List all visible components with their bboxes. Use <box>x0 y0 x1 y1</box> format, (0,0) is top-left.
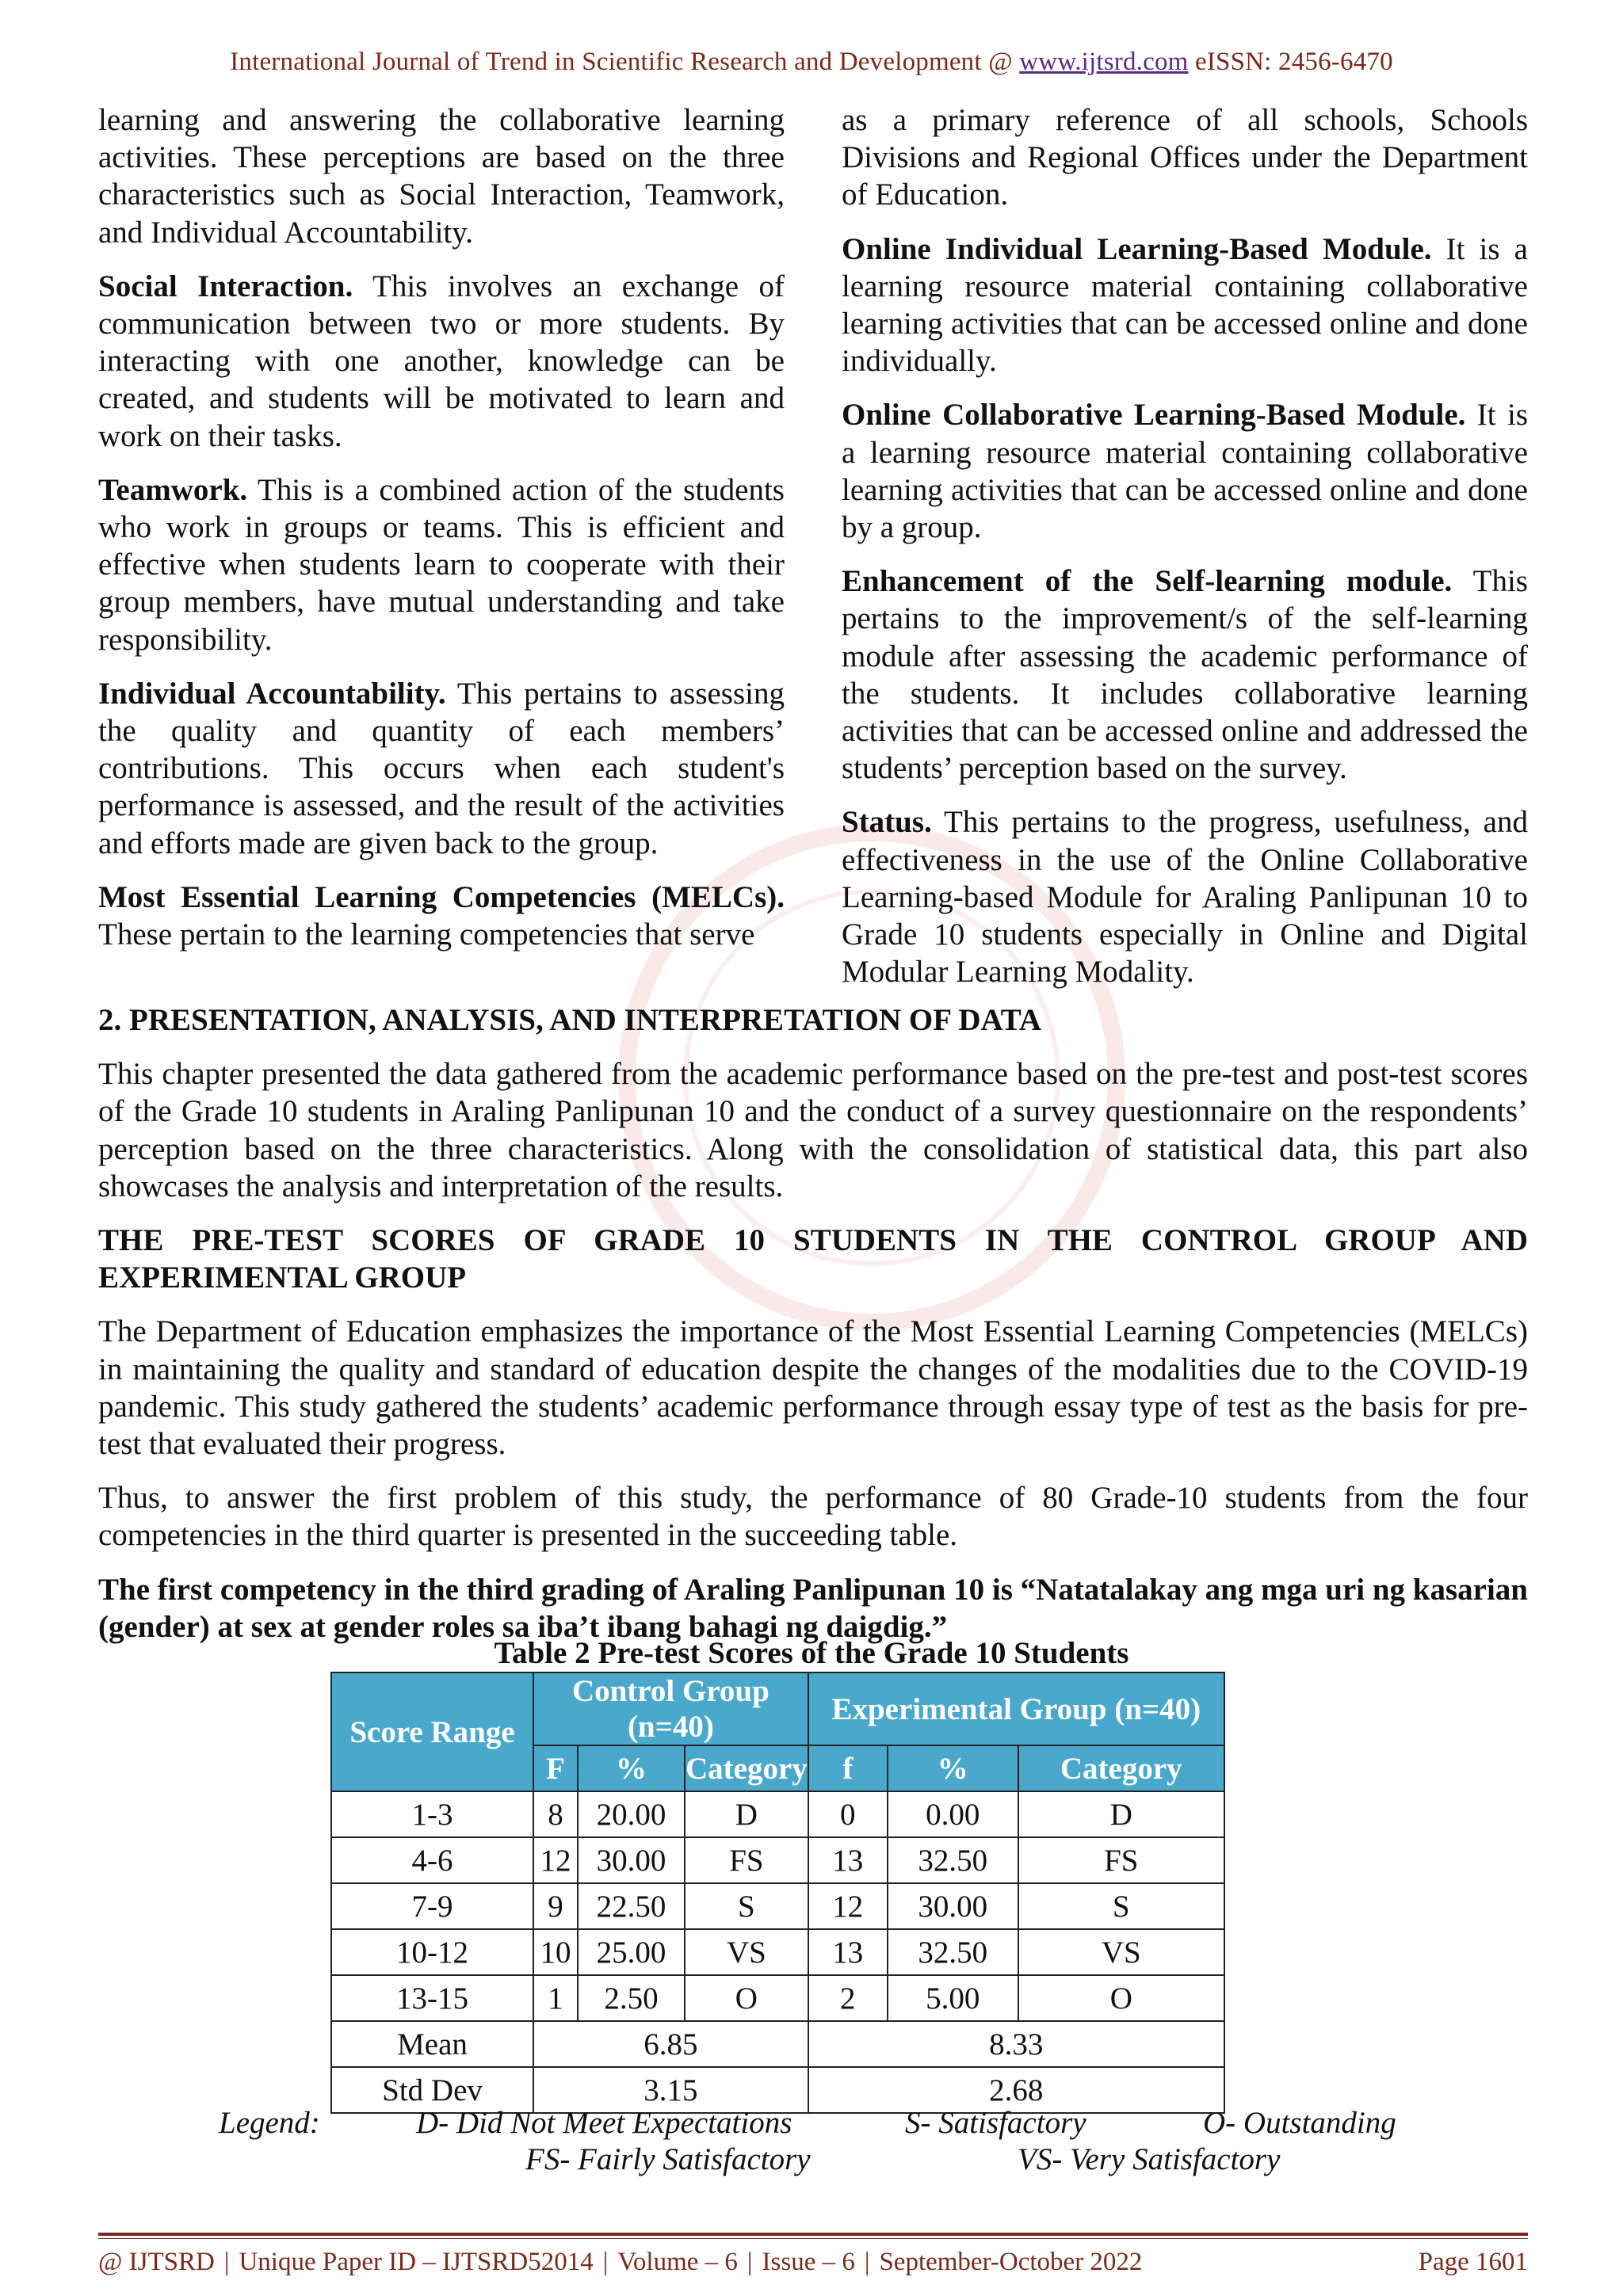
right-paragraph-continued: as a primary reference of all schools, Schools Divisions and Regional Offices under the Department of Education. <box>842 103 1528 212</box>
table-cell: 4-6 <box>331 1837 533 1883</box>
header-suffix: eISSN: 2456-6470 <box>1188 48 1393 76</box>
table-row <box>331 1883 1224 1929</box>
table-caption: Table 2 Pre-test Scores of the Grade 10 Students <box>494 1636 1129 1670</box>
score-range-header: Score Range <box>331 1672 533 1791</box>
term-teamwork: Teamwork. <box>98 472 248 507</box>
std-dev-experimental: 2.68 <box>808 2067 1224 2113</box>
term-enhancement: Enhancement of the Self-learning module. <box>842 564 1453 599</box>
control-group-header: Control Group (n=40) <box>533 1672 808 1745</box>
footer-rule <box>98 2233 1528 2236</box>
table-cell: 1 <box>533 1975 578 2021</box>
mean-experimental: 8.33 <box>808 2021 1224 2067</box>
table-cell: 22.50 <box>578 1883 685 1929</box>
footer-page-number: Page 1601 <box>1418 2248 1528 2276</box>
definition-enhancement <box>842 563 1528 787</box>
table-cell: 0.00 <box>888 1791 1018 1837</box>
column-header: Category <box>1018 1745 1224 1791</box>
mean-control: 6.85 <box>533 2021 808 2067</box>
definition-online-collaborative-module <box>842 396 1528 546</box>
pretest-scores-table <box>330 1672 1225 2114</box>
footer-volume: Volume – 6 <box>617 2248 738 2276</box>
header-prefix: International Journal of Trend in Scientific Research and Development @ <box>230 48 1020 76</box>
legend-d: D- Did Not Meet Expectations <box>416 2106 792 2140</box>
term-individual-accountability: Individual Accountability. <box>98 676 446 711</box>
definition-online-individual-module <box>842 231 1528 380</box>
table-cell: 12 <box>533 1837 578 1883</box>
legend-vs: VS- Very Satisfactory <box>1018 2142 1281 2176</box>
table-cell: 25.00 <box>578 1929 685 1975</box>
table-cell: 32.50 <box>888 1837 1018 1883</box>
table-row <box>331 1975 1224 2021</box>
journal-url-link[interactable]: www.ijtsrd.com <box>1019 48 1189 76</box>
pretest-paragraph-2: Thus, to answer the first problem of this study, the performance of 80 Grade-10 students from the four competencies in the third quarter is presented in the succeeding table. <box>98 1481 1528 1553</box>
section-heading: 2. PRESENTATION, ANALYSIS, AND INTERPRETATION OF DATA <box>98 1003 1042 1037</box>
table-cell: FS <box>685 1837 808 1883</box>
footer-left: @ IJTSRD | Unique Paper ID – IJTSRD52014 | Volume – 6 | Issue – 6 | September-October 2022 <box>98 2248 1143 2276</box>
section-2 <box>98 1001 1528 1662</box>
definition-text: This pertains to the progress, usefulness, and effectiveness in the use of the Online Collaborative Learning-based Module for Araling Panlipunan 10 to Grade 10 students especially in Online and Digital Modular Learning Modality. <box>842 805 1528 990</box>
column-header: f <box>808 1745 888 1791</box>
definition-individual-accountability <box>98 675 785 862</box>
table-cell: 1-3 <box>331 1791 533 1837</box>
definition-text: This pertains to assessing the quality and quantity of each members’ contributions. This occurs when each student's performance is assessed, and the result of the activities and efforts made are given back to the group. <box>98 676 785 860</box>
column-header: % <box>888 1745 1018 1791</box>
column-header: F <box>533 1745 578 1791</box>
table-cell: O <box>685 1975 808 2021</box>
right-column <box>842 101 1528 1007</box>
table-cell: O <box>1018 1975 1224 2021</box>
term-melcs: Most Essential Learning Competencies (MELCs). <box>98 879 785 914</box>
left-paragraph-intro: learning and answering the collaborative learning activities. These perceptions are based on the three characteristics such as Social Interaction, Teamwork, and Individual Accountability. <box>98 103 785 250</box>
definition-status <box>842 803 1528 990</box>
table-row <box>331 1791 1224 1837</box>
column-header: Category <box>685 1745 808 1791</box>
table-cell: 32.50 <box>888 1929 1018 1975</box>
std-dev-control: 3.15 <box>533 2067 808 2113</box>
term-status: Status. <box>842 805 932 840</box>
definition-text: It is a learning resource material containing collaborative learning activities that can be accessed online and done individually. <box>842 231 1528 379</box>
table-row <box>331 1837 1224 1883</box>
table-cell: 13 <box>808 1837 888 1883</box>
mean-row <box>331 2021 1224 2067</box>
table-cell: VS <box>1018 1929 1224 1975</box>
definition-melcs <box>98 879 785 953</box>
table-cell: 2.50 <box>578 1975 685 2021</box>
left-column <box>98 101 785 970</box>
table-row <box>331 1929 1224 1975</box>
table-cell: 9 <box>533 1883 578 1929</box>
definition-text: This pertains to the improvement/s of the self-learning module after assessing the academic performance of the students. It includes collaborative learning activities that can be accessed online and addressed the students’ perception based on the survey. <box>842 564 1528 786</box>
table-cell: 30.00 <box>888 1883 1018 1929</box>
std-dev-label: Std Dev <box>331 2067 533 2113</box>
table-cell: 7-9 <box>331 1883 533 1929</box>
competency-statement: The first competency in the third grading of Araling Panlipunan 10 is “Natatalakay ang mga uri ng kasarian (gender) at sex at gender roles sa iba’t ibang bahagi ng daigdig.” <box>98 1572 1528 1644</box>
table-cell: 12 <box>808 1883 888 1929</box>
experimental-group-header: Experimental Group (n=40) <box>808 1672 1224 1745</box>
table-cell: 13 <box>808 1929 888 1975</box>
subsection-heading: THE PRE-TEST SCORES OF GRADE 10 STUDENTS IN THE CONTROL GROUP AND EXPERIMENTAL GROUP <box>98 1223 1528 1295</box>
table-cell: 13-15 <box>331 1975 533 2021</box>
definition-text: It is a learning resource material containing collaborative learning activities that can be accessed online and done by a group. <box>842 398 1528 545</box>
footer-issue: Issue – 6 <box>762 2248 855 2276</box>
legend-label: Legend: <box>219 2106 320 2140</box>
footer-journal: @ IJTSRD <box>98 2248 215 2276</box>
table-cell: D <box>1018 1791 1224 1837</box>
term-social-interaction: Social Interaction. <box>98 269 353 303</box>
term-online-individual-module: Online Individual Learning-Based Module. <box>842 231 1432 266</box>
term-online-collaborative-module: Online Collaborative Learning-Based Module. <box>842 398 1466 433</box>
table-cell: 5.00 <box>888 1975 1018 2021</box>
pretest-paragraph-1: The Department of Education emphasizes the importance of the Most Essential Learning Competencies (MELCs) in maintaining the quality and standard of education despite the changes of the modalities due to the COVID-19 pandemic. This study gathered the students’ academic performance through essay type of test as the basis for pre-test that evaluated their progress. <box>98 1314 1528 1462</box>
footer-rule-thin <box>98 2238 1528 2239</box>
definition-text: These pertain to the learning competencies that serve <box>98 917 755 952</box>
table-cell: FS <box>1018 1837 1224 1883</box>
legend-s: S- Satisfactory <box>905 2106 1086 2140</box>
mean-label: Mean <box>331 2021 533 2067</box>
definition-text: This is a combined action of the students who work in groups or teams. This is efficient and effective when students learn to cooperate with their group members, have mutual understanding and take responsibility. <box>98 472 785 657</box>
footer-paper-id: Unique Paper ID – IJTSRD52014 <box>239 2248 594 2276</box>
running-header <box>0 48 1623 77</box>
table-cell: S <box>685 1883 808 1929</box>
table-cell: 0 <box>808 1791 888 1837</box>
table-cell: D <box>685 1791 808 1837</box>
legend-o: O- Outstanding <box>1203 2106 1396 2140</box>
table-cell: 10-12 <box>331 1929 533 1975</box>
table-cell: 20.00 <box>578 1791 685 1837</box>
definition-text: This involves an exchange of communication between two or more students. By interacting with one another, knowledge can be created, and students will be motivated to learn and work on their tasks. <box>98 269 785 453</box>
table-cell: S <box>1018 1883 1224 1929</box>
section-intro: This chapter presented the data gathered from the academic performance based on the pre-test and post-test scores of the Grade 10 students in Araling Panlipunan 10 and the conduct of a survey questionnaire on the respondents’ perception based on the three characteristics. Along with the consolidation of statistical data, this part also showcases the analysis and interpretation of the results. <box>98 1057 1528 1203</box>
column-header: % <box>578 1745 685 1791</box>
footer-date: September-October 2022 <box>879 2248 1143 2276</box>
definition-teamwork <box>98 471 785 658</box>
table-cell: 2 <box>808 1975 888 2021</box>
table-cell: 10 <box>533 1929 578 1975</box>
table-cell: 30.00 <box>578 1837 685 1883</box>
table-cell: 8 <box>533 1791 578 1837</box>
page-footer <box>98 2248 1528 2277</box>
definition-social-interaction <box>98 268 785 455</box>
legend-fs: FS- Fairly Satisfactory <box>525 2142 811 2176</box>
table-cell: VS <box>685 1929 808 1975</box>
